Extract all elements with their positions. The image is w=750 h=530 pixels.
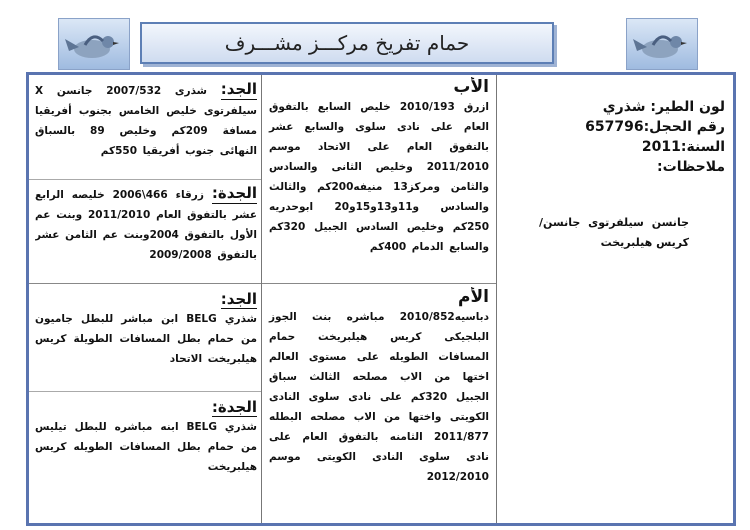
father-cell bbox=[267, 77, 491, 281]
father-text: ازرق 2010/193 خليص السابع بالتفوق العام على نادى سلوى والسابع عشر بالتفوق العام على الاتحاد موسم 2011/2010 وخليص الثانى والسادس والثامن ومركز13 منيفه200كم والثالث والسادس و11و13و15و20 ابوحدريه 250كم وخليص السادس الجبيل 320كم والسابع الدمام 400كم bbox=[269, 101, 490, 253]
page-title: حمام تفريخ مركـــز مشـــرف bbox=[224, 31, 470, 55]
mother-cell bbox=[267, 287, 491, 521]
pigeon-icon bbox=[627, 19, 697, 69]
mother-text: دباسيه2010/852 مباشره بنت الجوز البلجيكى كريس هيلبريخت حمام المسافات الطويله على مستوى العالم اختها من الاب مصلحه الثالث سباق الجبيل 320كم على نادى سلوى النادى الكويتى واختها من الاب مصلحه البطله 2011/877 الثامنه بالتفوق العام على نادى سلوى النادى الكويتى موسم 2012/2010 bbox=[269, 311, 489, 483]
maternal-grandmother-heading: الجدة: bbox=[211, 398, 257, 416]
paternal-grandmother-heading: الجدة: bbox=[211, 184, 257, 202]
pedigree-table bbox=[26, 72, 736, 526]
divider-grandparents bbox=[261, 75, 262, 523]
maternal-grandfather-cell bbox=[35, 289, 257, 389]
pigeon-photo-right bbox=[626, 18, 698, 70]
bird-color: لون الطير: شذري bbox=[602, 99, 725, 115]
maternal-grandmother-text: شذري BELG ابنه مباشره للبطل تيليس من حمام بطل المسافات الطويله كريس هيلبريخت bbox=[35, 421, 257, 473]
maternal-grandfather-text: شذري BELG ابن مباشر للبطل جاميون من حمام بطل المسافات الطويلة كريس هيلبريخت الاتحاد bbox=[35, 313, 257, 365]
pigeon-icon bbox=[59, 19, 129, 69]
divider-parents bbox=[262, 283, 496, 284]
divider-grandparents-middle bbox=[29, 283, 261, 284]
paternal-grandfather-text: شذرى 2007/532 جانسن X سيلفرتوى خليص الخامس بجنوب أفريقيا مسافة 209كم وخليص 89 بالسباق النهائى جنوب أفريقيا 550كم bbox=[35, 85, 257, 157]
notes-label: ملاحظات: bbox=[657, 159, 725, 175]
maternal-grandmother-cell bbox=[35, 397, 257, 517]
bird-info bbox=[501, 97, 725, 277]
paternal-grandmother-cell bbox=[35, 183, 257, 281]
mother-heading: الأم bbox=[458, 287, 489, 307]
paternal-grandfather-heading: الجد: bbox=[220, 80, 257, 98]
paternal-grandfather-cell bbox=[35, 79, 257, 177]
father-heading: الأب bbox=[453, 77, 489, 97]
pigeon-photo-left bbox=[58, 18, 130, 70]
paternal-grandmother-text: زرقاء 466\2006 خليصه الرابع عشر بالتفوق العام 2011/2010 وبنت عم الأول بالتفوق 2004وبنت عم الثامن عشر بالتفوق 2009/2008 bbox=[35, 189, 257, 261]
divider-info bbox=[496, 75, 497, 523]
title-banner bbox=[140, 22, 554, 64]
bird-notes: جانسن سيلفرتوى جانسن/كريس هيلبريخت bbox=[539, 216, 689, 249]
divider-maternal-grandparents bbox=[29, 391, 261, 392]
maternal-grandfather-heading: الجد: bbox=[220, 290, 257, 308]
divider-paternal-grandparents bbox=[29, 179, 261, 180]
bird-ring-number: رقم الحجل:657796 bbox=[585, 119, 725, 135]
bird-year: السنة:2011 bbox=[641, 139, 725, 155]
